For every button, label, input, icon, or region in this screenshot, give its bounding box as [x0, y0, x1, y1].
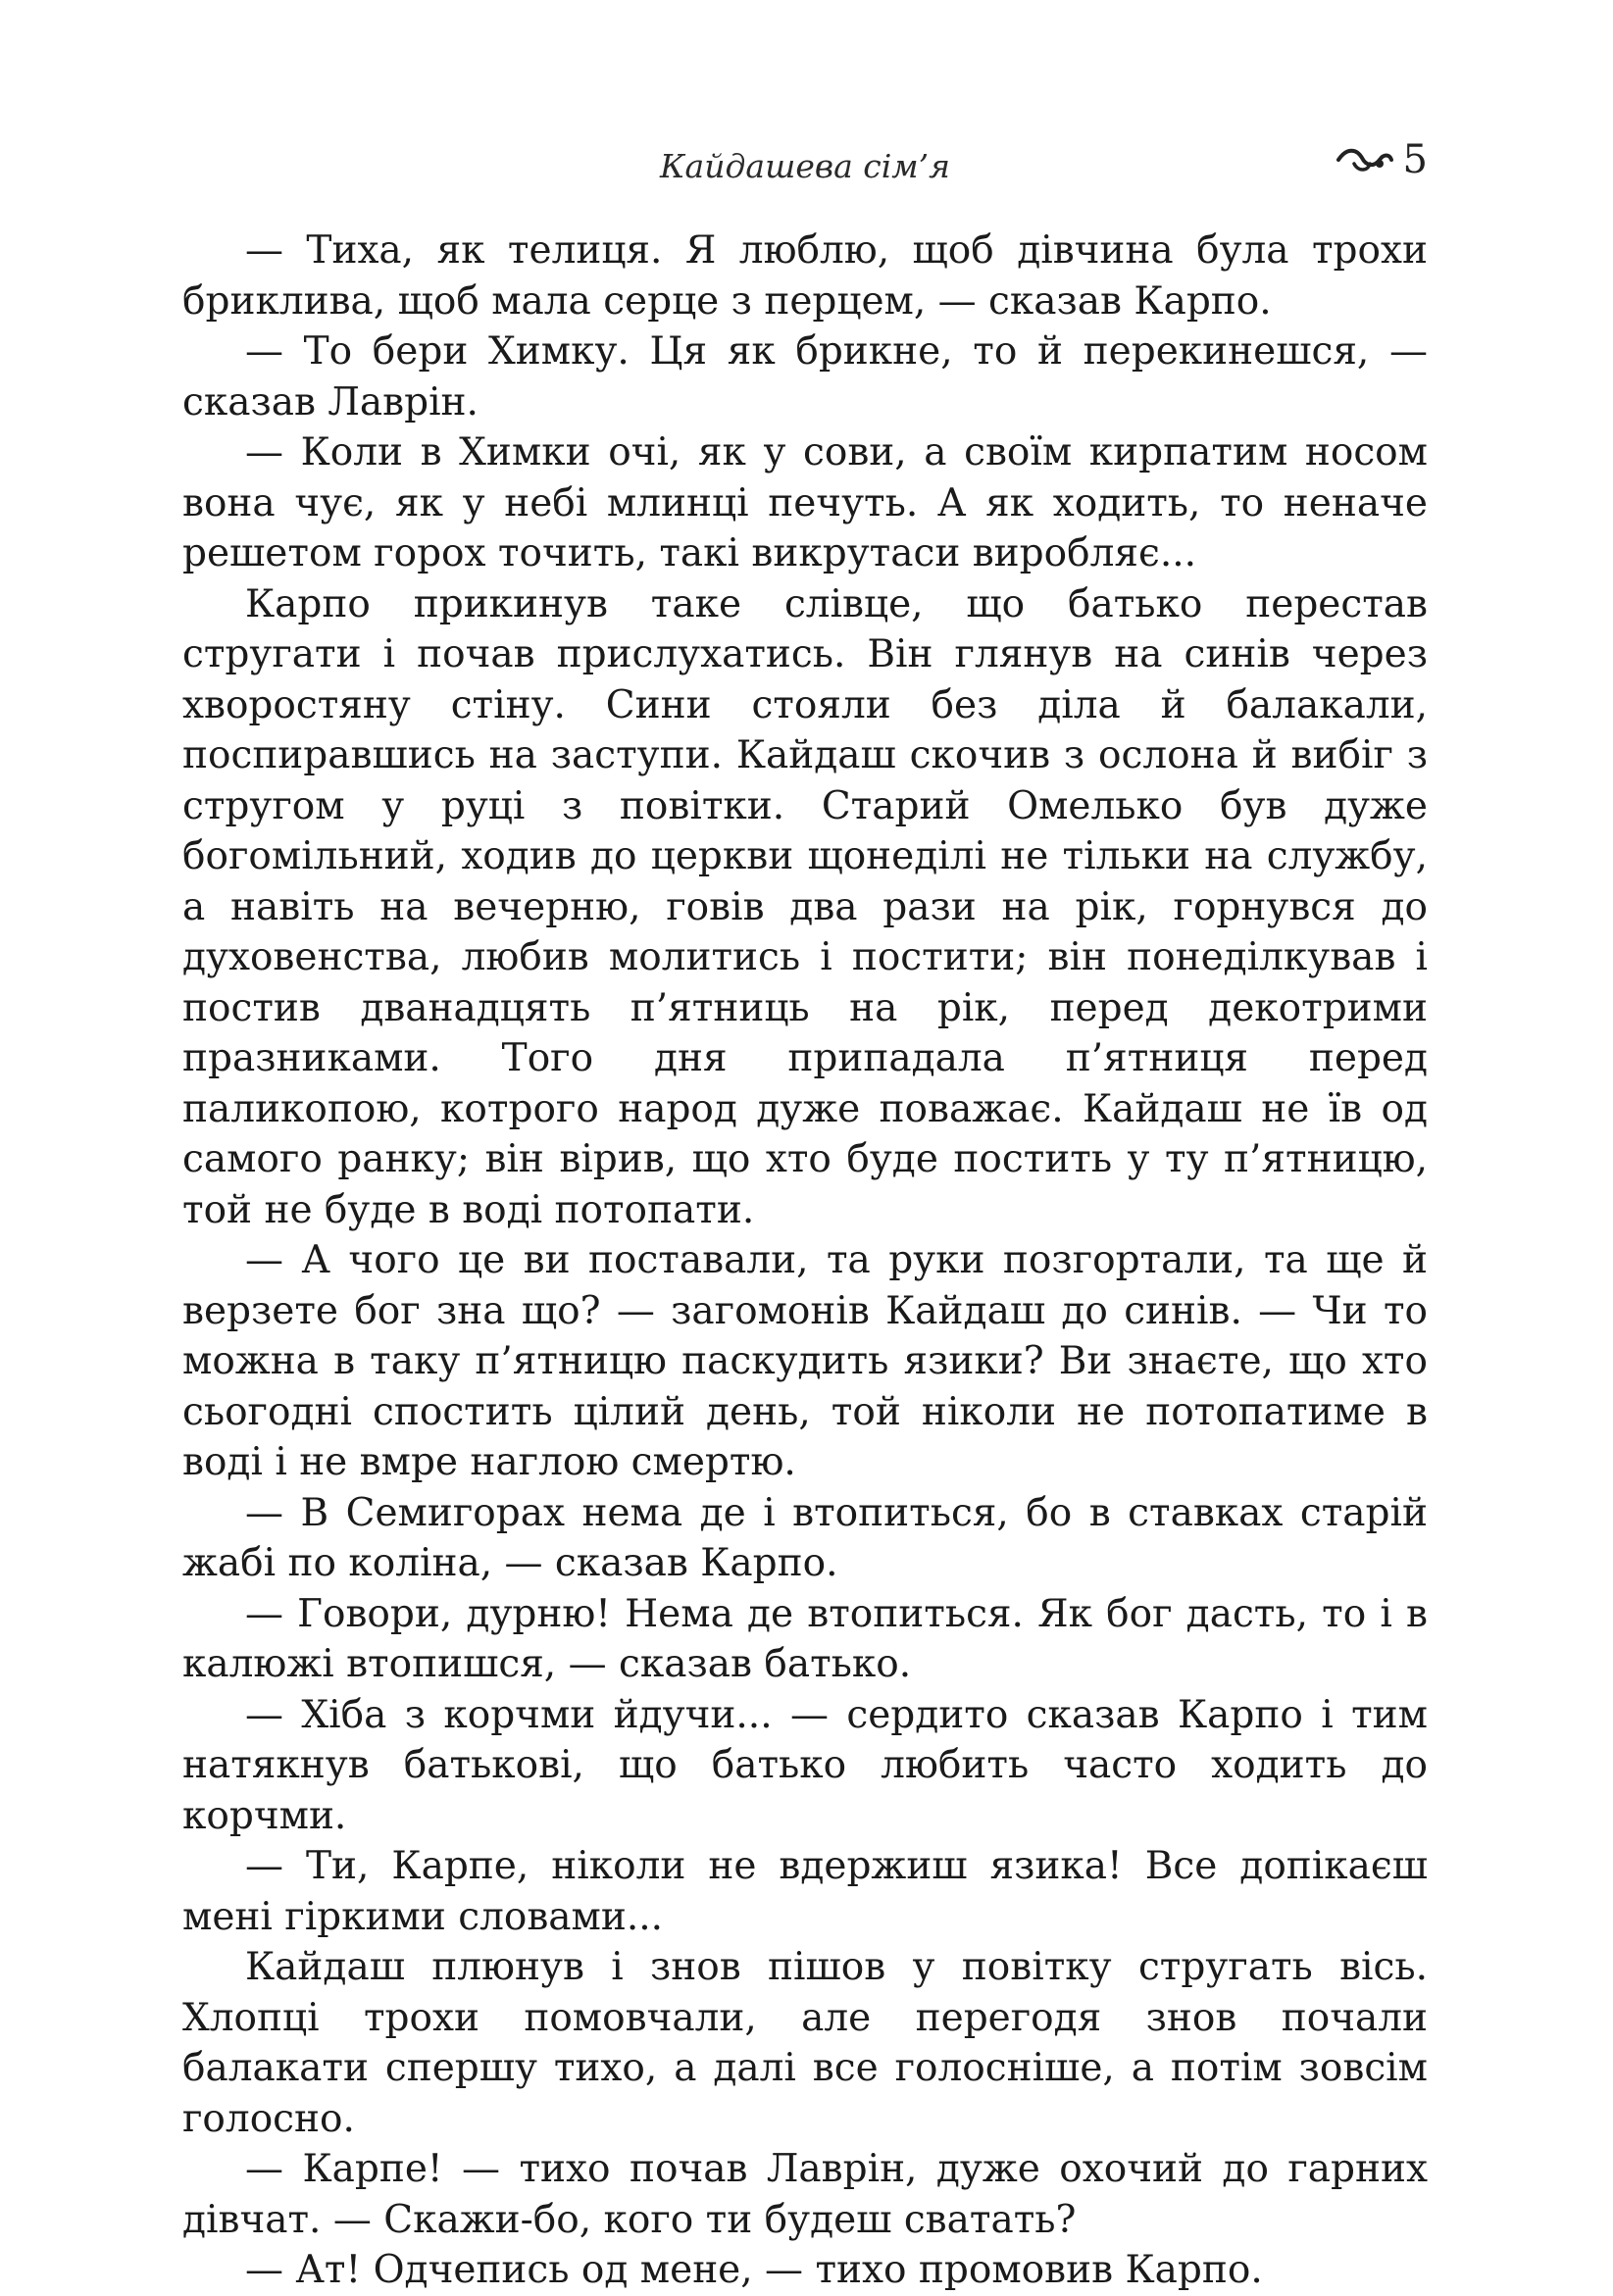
page-header — [182, 137, 1428, 196]
paragraph: — А чого це ви поставали, та руки позгортали, та ще й верзете бог зна що? — загомонів Кайдаш до синів. — Чи то можна в таку п’ятницю паскудить язики? Ви знаєте, що хто сьогодні спостить цілий день, той ніколи не потопатиме в воді і не вмре наглою смертю. — [182, 1238, 1428, 1484]
paragraph: — В Семигорах нема де і втопиться, бо в ставках старій жабі по коліна, — сказав Карпо. — [182, 1490, 1428, 1585]
paragraph: Кайдаш плюнув і знов пішов у повітку стругать вісь. Хлопці трохи помовчали, але перегодя знов почали балакати спершу тихо, а далі все голосніше, а потім зовсім голосно. — [182, 1945, 1428, 2141]
paragraph: — Карпе! — тихо почав Лаврін, дуже охочий до гарних дівчат. — Скажи-бо, кого ти будеш сватать? — [182, 2147, 1428, 2242]
paragraph: — Ти, Карпе, ніколи не вдержиш язика! Все допікаєш мені гіркими словами... — [182, 1844, 1428, 1939]
paragraph: — Хіба з корчми йдучи... — сердито сказав Карпо і тим натякнув батькові, що батько любить часто ходить до корчми. — [182, 1692, 1428, 1838]
page-number-group — [1335, 137, 1428, 182]
fleuron-icon — [1335, 144, 1395, 175]
page-number: 5 — [1402, 137, 1428, 182]
running-title: Кайдашева сім’я — [660, 147, 950, 185]
paragraph: — Тиха, як телиця. Я люблю, щоб дівчина була трохи бриклива, щоб мала серце з перцем, — сказав Карпо. — [182, 228, 1428, 324]
paragraph: — То бери Химку. Ця як брикне, то й перекинешся, — сказав Лаврін. — [182, 329, 1428, 424]
paragraph: — Говори, дурню! Нема де втопиться. Як бог дасть, то і в калюжі втопишся, — сказав батько. — [182, 1591, 1428, 1686]
paragraph: — Ат! Одчепись од мене, — тихо промовив Карпо. — [245, 2248, 1263, 2292]
paragraph: — Коли в Химки очі, як у сови, а своїм кирпатим носом вона чує, як у небі млинці печуть. А як ходить, то неначе решетом горох точить, такі викрутаси виробляє... — [182, 430, 1428, 575]
body-text — [182, 225, 1428, 2296]
paragraph: Карпо прикинув таке слівце, що батько перестав стругати і почав прислухатись. Він глянув на синів через хворостяну стіну. Сини стояли без діла й балакали, поспиравшись на заступи. Кайдаш скочив з ослона й вибіг з стругом у руці з повітки. Старий Омелько був дуже богомільний, ходив до церкви щонеділі не тільки на службу, а навіть на вечерню, говів два рази на рік, горнувся до духовенства, любив молитись і постити; він понеділкував і постив дванадцять п’ятниць на рік, перед декотрими празниками. Того дня припадала п’ятниця перед паликопою, котрого народ дуже поважає. Кайдаш не їв од самого ранку; він вірив, що хто буде постить у ту п’ятницю, той не буде в воді потопати. — [182, 581, 1428, 1232]
